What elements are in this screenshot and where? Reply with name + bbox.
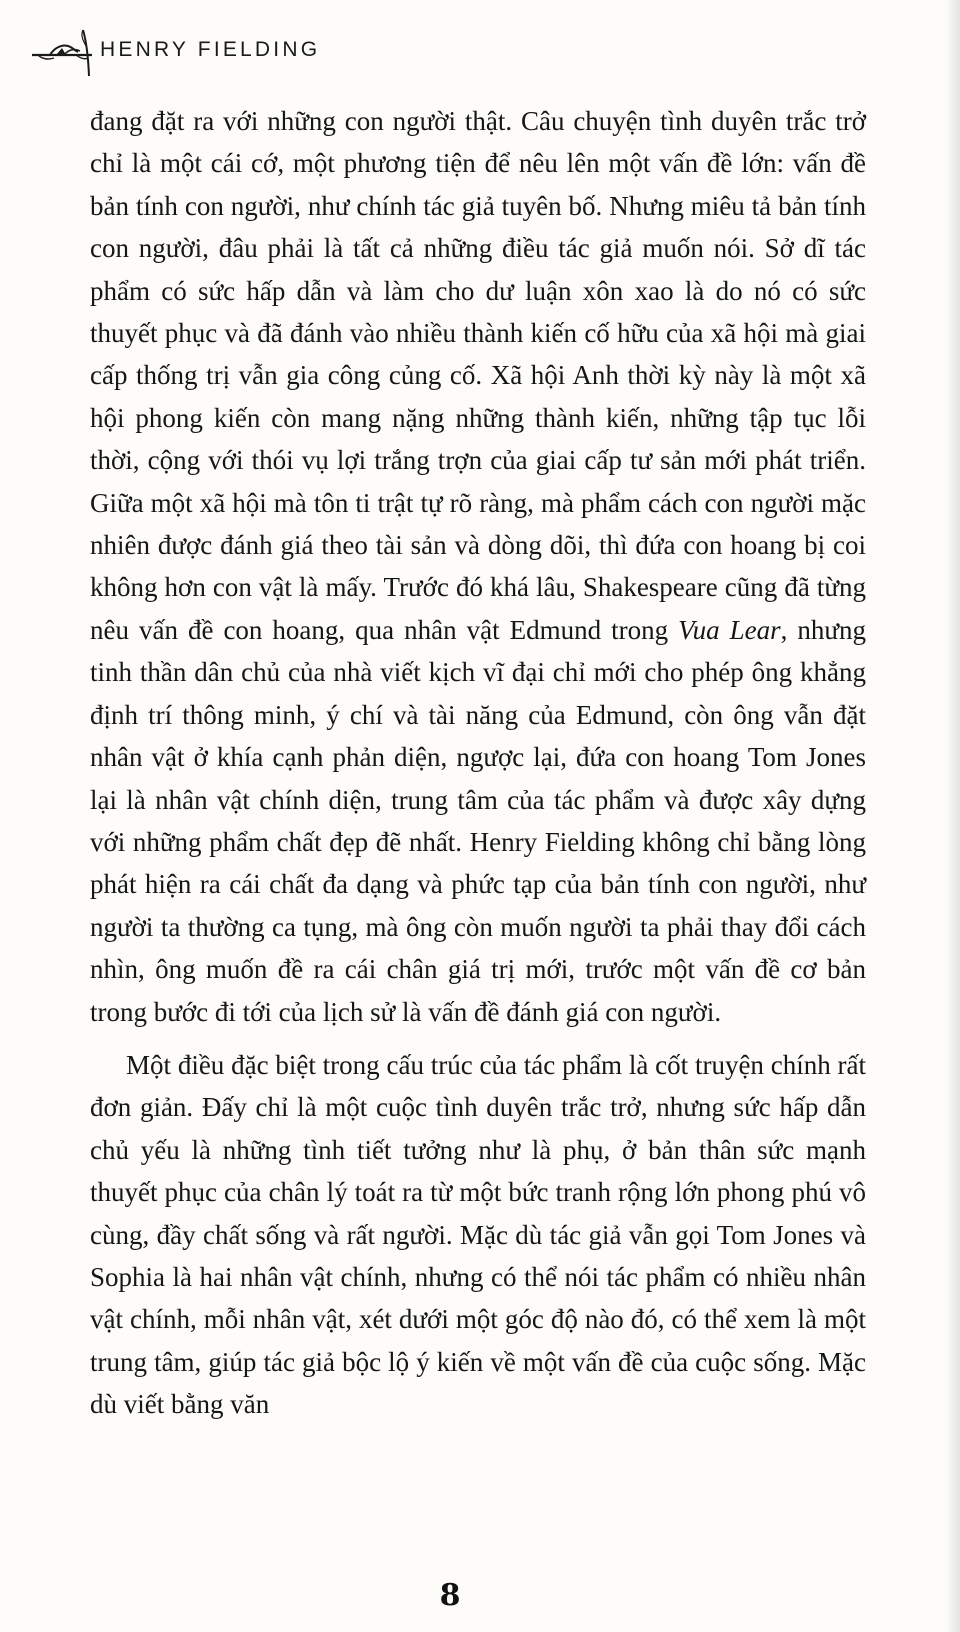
running-head-title: HENRY FIELDING bbox=[100, 38, 321, 61]
book-title-italic: Vua Lear bbox=[678, 614, 781, 645]
quill-pen-flourish-icon bbox=[28, 22, 102, 78]
page-number: 8 bbox=[439, 1578, 461, 1613]
paragraph bbox=[90, 100, 866, 1033]
running-head bbox=[28, 22, 320, 78]
body-text bbox=[90, 100, 866, 1426]
paragraph-text: , nhưng tinh thần dân chủ của nhà viết kịch vĩ đại chỉ mới cho phép ông khẳng định trí thông minh, ý chí và tài năng của Edmund, còn ông vẫn đặt nhân vật ở khía cạnh phản diện, ngược lại, đứa con hoang Tom Jones lại là nhân vật chính diện, trung tâm của tác phẩm và được xây dựng với những phẩm chất đẹp đẽ nhất. Henry Fielding không chỉ bằng lòng phát hiện ra cái chất đa dạng và phức tạp của bản tính con người, như người ta thường ca tụng, mà ông còn muốn người ta phải thay đổi cách nhìn, ông muốn đề ra cái chân giá trị mới, trước một vấn đề cơ bản trong bước đi tới của lịch sử là vấn đề đánh giá con người. bbox=[90, 614, 866, 1027]
paragraph: Một điều đặc biệt trong cấu trúc của tác phẩm là cốt truyện chính rất đơn giản. Đấy chỉ là một cuộc tình duyên trắc trở, nhưng sức hấp dẫn chủ yếu là những tình tiết tưởng như là phụ, ở bản thân sức mạnh thuyết phục của chân lý toát ra từ một bức tranh rộng lớn phong phú vô cùng, đầy chất sống và rất người. Mặc dù tác giả vẫn gọi Tom Jones và Sophia là hai nhân vật chính, nhưng có thể nói tác phẩm có nhiều nhân vật chính, mỗi nhân vật, xét dưới một góc độ nào đó, có thể xem là một trung tâm, giúp tác giả bộc lộ ý kiến về một vấn đề của cuộc sống. Mặc dù viết bằng văn bbox=[90, 1049, 866, 1420]
page-edge-shadow bbox=[946, 0, 960, 1632]
paragraph-text: đang đặt ra với những con người thật. Câu chuyện tình duyên trắc trở chỉ là một cái cớ, một phương tiện để nêu lên một vấn đề lớn: vấn đề bản tính con người, như chính tác giả tuyên bố. Nhưng miêu tả bản tính con người, đâu phải là tất cả những điều tác giả muốn nói. Sở dĩ tác phẩm có sức hấp dẫn và làm cho dư luận xôn xao là do nó có sức thuyết phục và đã đánh vào nhiều thành kiến cố hữu của xã hội mà giai cấp thống trị vẫn gia công củng cố. Xã hội Anh thời kỳ này là một xã hội phong kiến còn mang nặng những thành kiến, những tập tục lỗi thời, cộng với thói vụ lợi trắng trợn của giai cấp tư sản mới phát triển. Giữa một xã hội mà tôn ti trật tự rõ ràng, mà phẩm cách con người mặc nhiên được đánh giá theo tài sản và dòng dõi, thì đứa con hoang bị coi không hơn con vật là mấy. Trước đó khá lâu, Shakespeare cũng đã từng nêu vấn đề con hoang, qua nhân vật Edmund trong bbox=[90, 106, 866, 645]
